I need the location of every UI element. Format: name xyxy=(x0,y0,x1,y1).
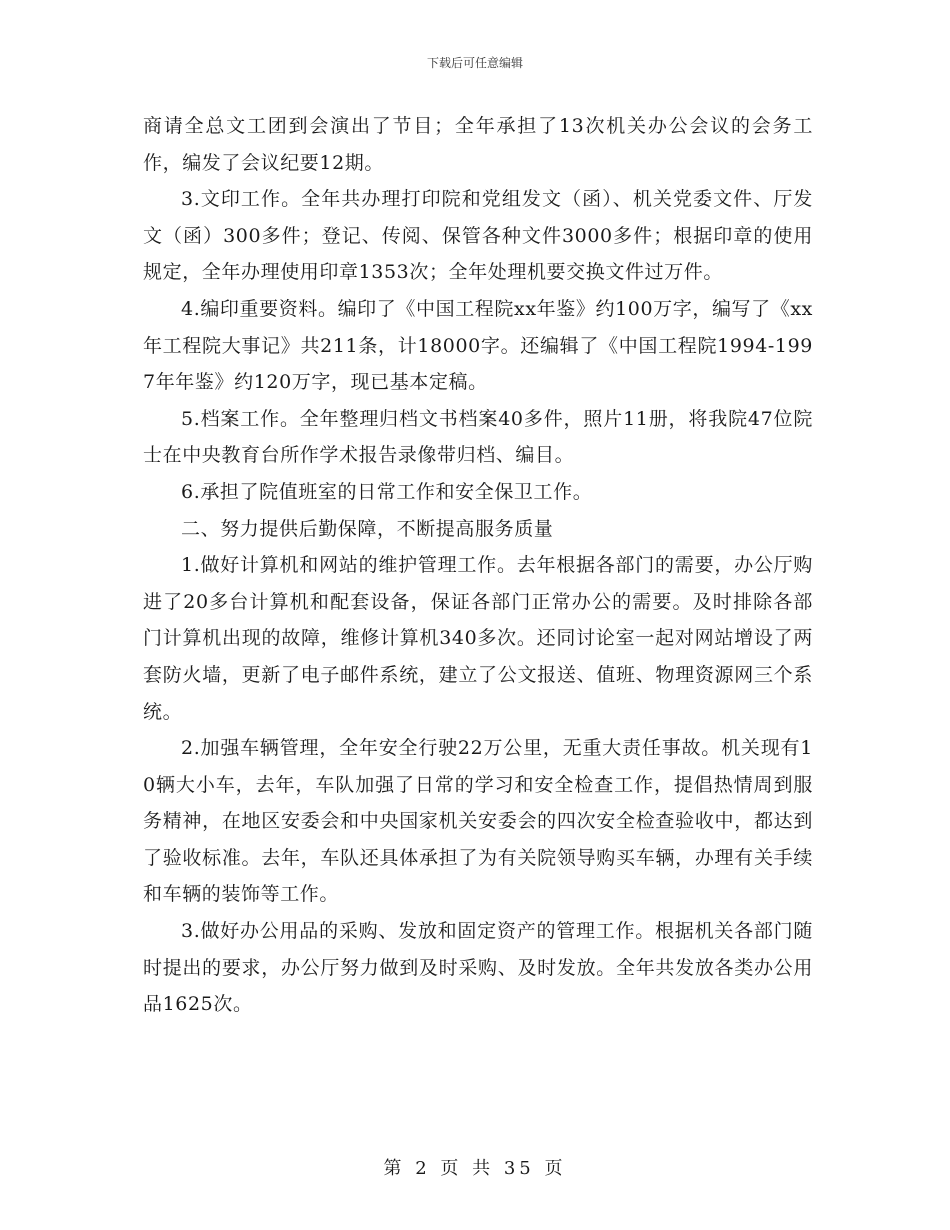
paragraph: 3.文印工作。全年共办理打印院和党组发文（函）、机关党委文件、厅发文（函）300多件；登记、传阅、保管各种文件3000多件；根据印章的使用规定，全年办理使用印章1353次；全年处理机要交换文件过万件。 xyxy=(143,188,813,284)
paragraph: 二、努力提供后勤保障，不断提高服务质量 xyxy=(181,517,554,540)
paragraph: 5.档案工作。全年整理归档文书档案40多件，照片11册，将我院47位院士在中央教育台所作学术报告录像带归档、编目。 xyxy=(143,407,813,467)
document-body xyxy=(143,108,813,1023)
paragraph: 1.做好计算机和网站的维护管理工作。去年根据各部门的需要，办公厅购进了20多台计算机和配套设备，保证各部门正常办公的需要。及时排除各部门计算机出现的故障，维修计算机340多次。还同讨论室一起对网站增设了两套防火墙，更新了电子邮件系统，建立了公文报送、值班、物理资源网三个系统。 xyxy=(143,554,813,723)
paragraph: 3.做好办公用品的采购、发放和固定资产的管理工作。根据机关各部门随时提出的要求，办公厅努力做到及时采购、及时发放。全年共发放各类办公用品1625次。 xyxy=(143,920,813,1016)
page-header: 下载后可任意编辑 xyxy=(426,56,523,70)
paragraph: 2.加强车辆管理，全年安全行驶22万公里，无重大责任事故。机关现有10辆大小车，去年，车队加强了日常的学习和安全检查工作，提倡热情周到服务精神，在地区安委会和中央国家机关安委会的四次安全检查验收中，都达到了验收标准。去年，车队还具体承担了为有关院领导购买车辆，办理有关手续和车辆的装饰等工作。 xyxy=(143,737,813,906)
paragraph: 6.承担了院值班室的日常工作和安全保卫工作。 xyxy=(181,480,593,503)
paragraph: 4.编印重要资料。编印了《中国工程院xx年鉴》约100万字，编写了《xx年工程院大事记》共211条，计18000字。还编辑了《中国工程院1994-1997年年鉴》约120万字，现已基本定稿。 xyxy=(143,297,813,394)
paragraph: 商请全总文工团到会演出了节目；全年承担了13次机关办公会议的会务工作，编发了会议纪要12期。 xyxy=(143,115,813,174)
page-footer: 第 2 页 共 35 页 xyxy=(383,1158,567,1179)
